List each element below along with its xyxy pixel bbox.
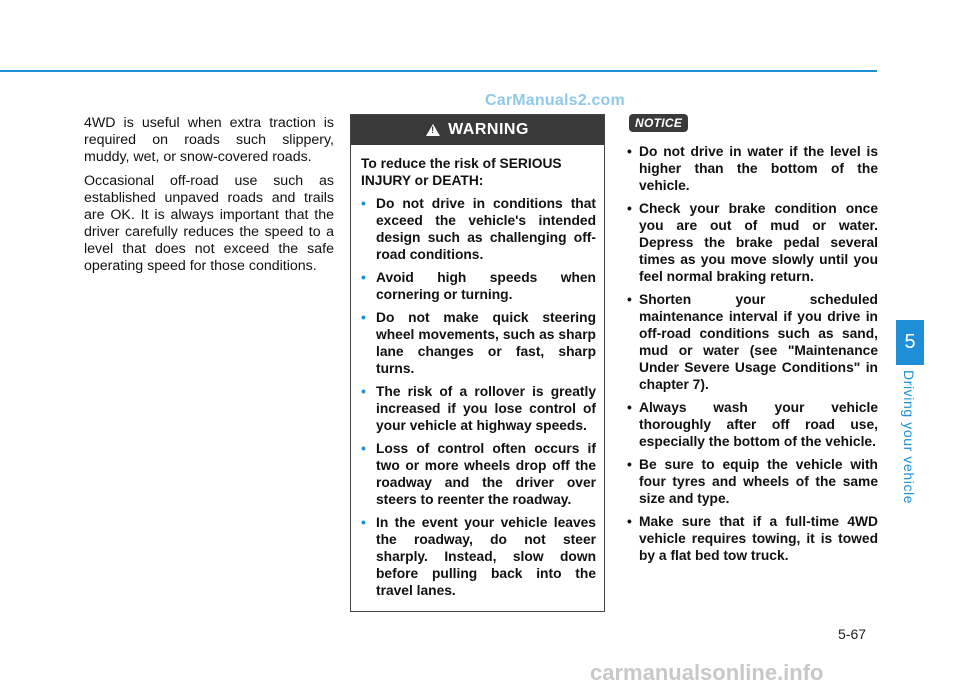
notice-item: • Do not drive in water if the level is higher than the bottom of the vehicle. (627, 144, 878, 193)
warning-item: • Do not drive in conditions that exceed the vehicle's intended design such as challenging off-road conditions. (361, 195, 596, 262)
bullet-icon: • (627, 457, 632, 472)
warning-triangle-icon (426, 124, 440, 136)
warning-item: • Avoid high speeds when cornering or turning. (361, 269, 596, 302)
watermark-top: CarManuals2.com (485, 92, 625, 109)
bullet-icon: • (627, 144, 632, 159)
warning-body (351, 145, 604, 599)
intro-column (84, 115, 334, 282)
warning-item: • Do not make quick steering wheel movements, such as sharp lane changes or fast, sharp turns. (361, 309, 596, 376)
notice-item: • Shorten your scheduled maintenance interval if you drive in off-road conditions such as sand, mud or water (see "Maintenance Under Severe Usage Conditions" in chapter 7). (627, 292, 878, 392)
notice-item: • Always wash your vehicle thoroughly after off road use, especially the bottom of the vehicle. (627, 400, 878, 449)
notice-item: • Be sure to equip the vehicle with four tyres and wheels of the same size and type. (627, 457, 878, 506)
warning-title: WARNING (448, 121, 529, 138)
watermark-bottom: carmanualsonline.info (590, 660, 824, 685)
warning-item: • In the event your vehicle leaves the roadway, do not steer sharply. Instead, slow down before pulling back into the travel lanes. (361, 514, 596, 598)
intro-paragraph-1: 4WD is useful when extra traction is required on roads such slippery, muddy, wet, or snow-covered roads. (84, 115, 334, 165)
bullet-icon: • (627, 292, 632, 307)
notice-item: • Check your brake condition once you are out of mud or water. Depress the brake pedal several times as you move slowly until you feel normal braking return. (627, 201, 878, 284)
warning-box (350, 114, 605, 612)
warning-header (351, 115, 604, 145)
notice-list (625, 143, 878, 564)
top-rule (0, 70, 877, 72)
bullet-icon: • (361, 309, 366, 325)
chapter-title: Driving your vehicle (901, 370, 917, 505)
bullet-icon: • (361, 514, 366, 530)
warning-item: • The risk of a rollover is greatly increased if you lose control of your vehicle at highway speeds. (361, 383, 596, 433)
intro-paragraph-2: Occasional off-road use such as established unpaved roads and trails are OK. It is always important that the driver carefully reduces the speed to a level that does not exceed the safe operating speed for those conditions. (84, 173, 334, 274)
bullet-icon: • (361, 383, 366, 399)
notice-item: • Make sure that if a full-time 4WD vehicle requires towing, it is towed by a flat bed tow truck. (627, 514, 878, 563)
warning-list (361, 195, 596, 599)
warning-intro: To reduce the risk of SERIOUS INJURY or DEATH: (361, 156, 562, 188)
notice-badge: NOTICE (629, 114, 688, 132)
bullet-icon: • (627, 201, 632, 216)
page-number: 5-67 (838, 626, 867, 642)
bullet-icon: • (361, 440, 366, 456)
warning-item: • Loss of control often occurs if two or more wheels drop off the roadway and the driver over steers to reenter the roadway. (361, 440, 596, 507)
notice-column (625, 143, 878, 570)
bullet-icon: • (627, 400, 632, 415)
bullet-icon: • (627, 514, 632, 529)
bullet-icon: • (361, 195, 366, 211)
bullet-icon: • (361, 269, 366, 285)
chapter-tab: 5 (896, 320, 924, 365)
